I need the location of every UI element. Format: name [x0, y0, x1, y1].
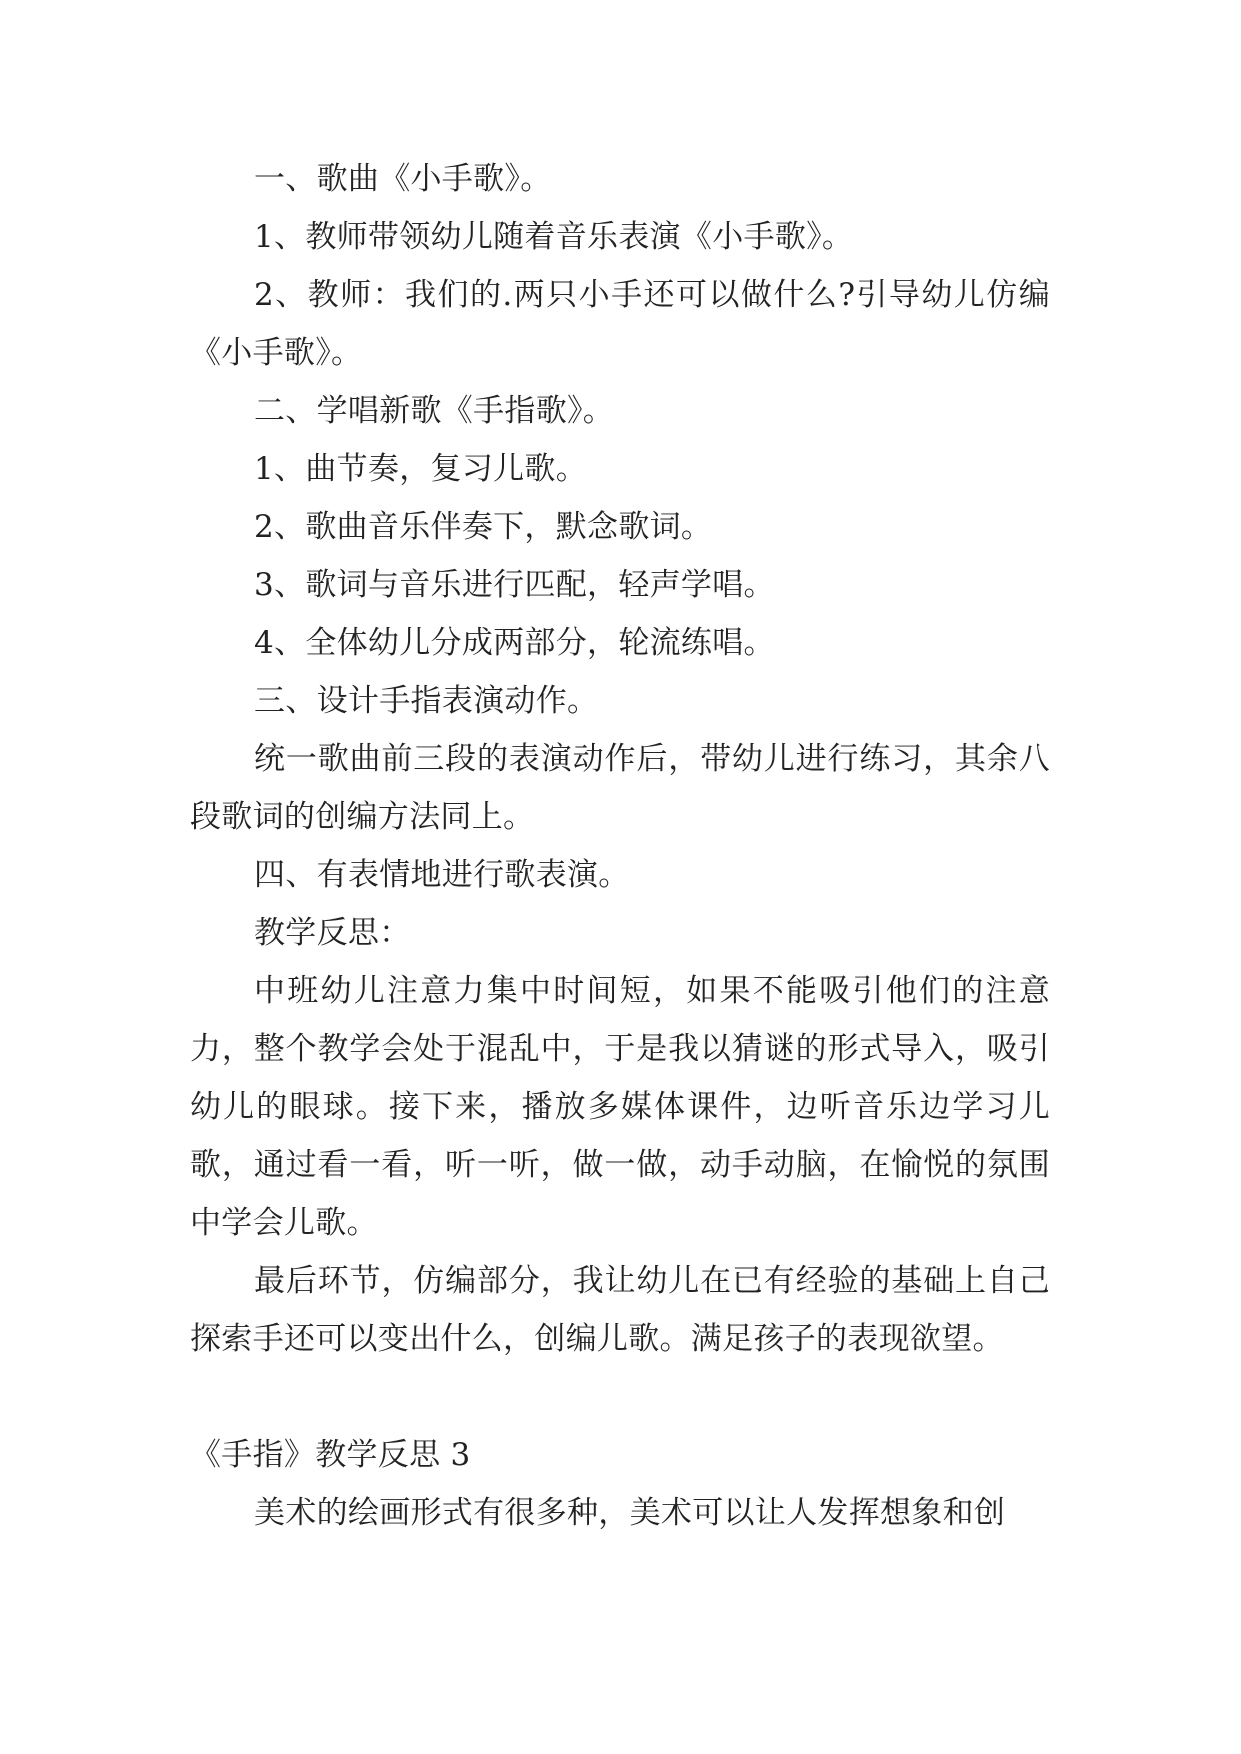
paragraph: 1、曲节奏，复习儿歌。 — [254, 451, 588, 487]
document-body — [190, 150, 1050, 1542]
paragraph: 四、有表情地进行歌表演。 — [254, 857, 630, 893]
paragraph: 统一歌曲前三段的表演动作后，带幼儿进行练习，其余八段歌词的创编方法同上。 — [190, 741, 1050, 835]
paragraph: 4、全体幼儿分成两部分，轮流练唱。 — [254, 625, 775, 661]
section-title: 《手指》教学反思 3 — [190, 1437, 471, 1473]
paragraph: 2、教师：我们的.两只小手还可以做什么?引导幼儿仿编《小手歌》。 — [190, 277, 1050, 371]
paragraph: 一、歌曲《小手歌》。 — [254, 161, 552, 197]
paragraph: 2、歌曲音乐伴奏下，默念歌词。 — [254, 509, 713, 545]
paragraph: 美术的绘画形式有很多种，美术可以让人发挥想象和创 — [254, 1495, 1006, 1531]
paragraph: 3、歌词与音乐进行匹配，轻声学唱。 — [254, 567, 775, 603]
paragraph: 中班幼儿注意力集中时间短，如果不能吸引他们的注意力，整个教学会处于混乱中，于是我以猜谜的形式导入，吸引幼儿的眼球。接下来，播放多媒体课件，边听音乐边学习儿歌，通过看一看，听一听，做一做，动手动脑，在愉悦的氛围中学会儿歌。 — [190, 973, 1050, 1241]
paragraph: 1、教师带领幼儿随着音乐表演《小手歌》。 — [254, 219, 854, 255]
paragraph: 三、设计手指表演动作。 — [254, 683, 599, 719]
paragraph: 二、学唱新歌《手指歌》。 — [254, 393, 615, 429]
paragraph: 最后环节，仿编部分，我让幼儿在已有经验的基础上自己探索手还可以变出什么，创编儿歌。满足孩子的表现欲望。 — [190, 1263, 1050, 1357]
paragraph: 教学反思： — [254, 915, 411, 951]
